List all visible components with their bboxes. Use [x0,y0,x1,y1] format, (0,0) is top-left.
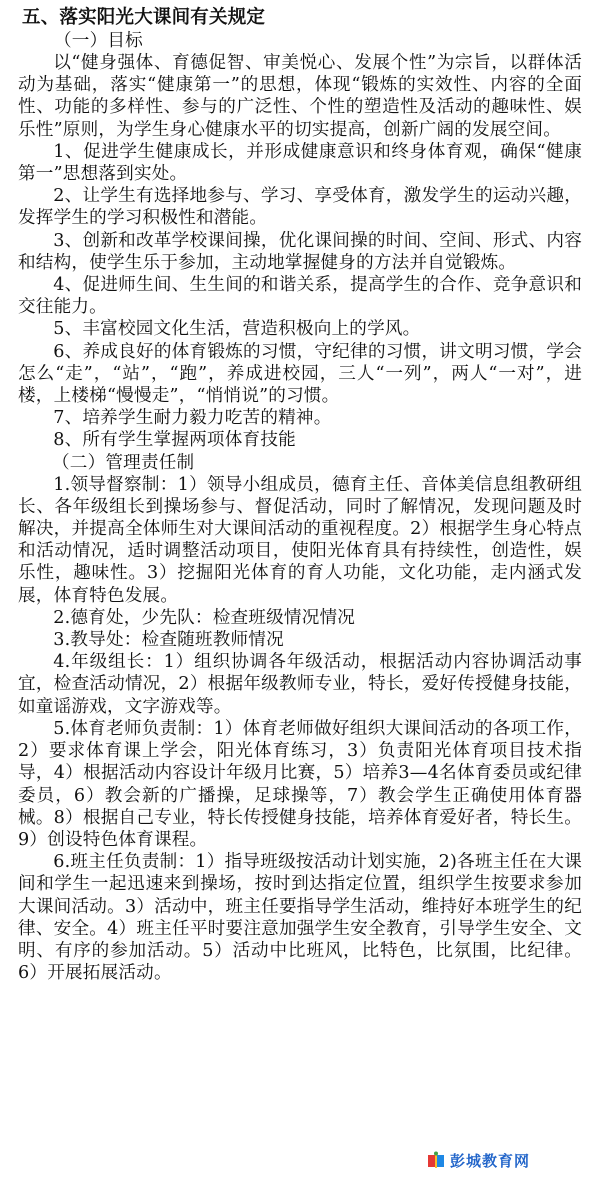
goal-item: 6、养成良好的体育锻炼的习惯，守纪律的习惯，讲文明习惯，学会怎么“走”，“站”，“跑”，养成进校园，三人“一列”，两人“一对”，进楼，上楼梯“慢慢走”，“悄悄说”的习惯。 [18,341,582,407]
management-item: 5.体育老师负责制：1）体育老师做好组织大课间活动的各项工作，2）要求体育课上学会，阳光体育练习，3）负责阳光体育项目技术指导，4）根据活动内容设计年级月比赛，5）培养3—4名体育委员或纪律委员，6）教会新的广播操，足球操等，7）教会学生正确使用体育器械。8）根据自己专业，特长传授健身技能，培养体育爱好者，特长生。9）创设特色体育课程。 [18,718,582,850]
goal-item: 3、创新和改革学校课间操，优化课间操的时间、空间、形式、内容和结构，使学生乐于参加，主动地掌握健身的方法并自觉锻炼。 [18,230,582,273]
management-item: 1.领导督察制：1）领导小组成员，德育主任、音体美信息组教研组长、各年级组长到操场参与、督促活动，同时了解情况，发现问题及时解决，并提高全体师生对大课间活动的重视程度。2）根据学生身心特点和活动情况，适时调整活动项目，使阳光体育具有持续性，创造性，娱乐性，趣味性。3）挖掘阳光体育的育人功能，文化功能，走内涵式发展，体育特色发展。 [18,474,582,606]
section-heading: 五、落实阳光大课间有关规定 [22,7,266,28]
goal-item: 8、所有学生掌握两项体育技能 [53,430,296,451]
management-item: 6.班主任负责制：1）指导班级按活动计划实施，2)各班主任在大课间和学生一起迅速来到操场，按时到达指定位置，组织学生按要求参加大课间活动。3）活动中，班主任要指导学生活动，维持好本班学生的纪律、安全。4）班主任平时要注意加强学生安全教育，引导学生安全、文明、有序的参加活动。5）活动中比班风，比特色，比氛围，比纪律。6）开展拓展活动。 [18,852,582,984]
management-item: 4.年级组长：1）组织协调各年级活动，根据活动内容协调活动事宜，检查活动情况，2）根据年级教师专业，特长，爱好传授健身技能，如童谣游戏，文字游戏等。 [18,652,582,717]
goal-item: 2、让学生有选择地参与、学习、享受体育，激发学生的运动兴趣，发挥学生的学习积极性和潜能。 [18,186,582,229]
book-logo-icon [426,1151,446,1171]
goal-item: 4、促进师生间、生生间的和谐关系，提高学生的合作、竞争意识和交往能力。 [18,275,582,318]
goal-item: 1、促进学生健康成长，并形成健康意识和终身体育观，确保“健康第一”思想落到实处。 [18,141,582,185]
site-watermark [426,1150,530,1171]
goals-intro: 以“健身强体、育德促智、审美悦心、发展个性”为宗旨，以群体活动为基础，落实“健康第一”的思想，体现“锻炼的实效性、内容的全面性、功能的多样性、参与的广泛性、个性的塑造性及活动的趣味性、娱乐性”原则，为学生身心健康水平的切实提高，创新广阔的发展空间。 [18,53,582,140]
management-title: （二）管理责任制 [52,452,195,473]
management-item: 3.教导处：检查随班教师情况 [53,630,284,651]
goal-item: 7、培养学生耐力毅力吃苦的精神。 [53,408,332,429]
goal-item: 5、丰富校园文化生活，营造积极向上的学风。 [53,319,421,340]
goals-title: （一）目标 [54,31,143,51]
watermark-text: 彭城教育网 [449,1152,530,1170]
management-item: 2.德育处，少先队：检查班级情况情况 [53,607,356,628]
